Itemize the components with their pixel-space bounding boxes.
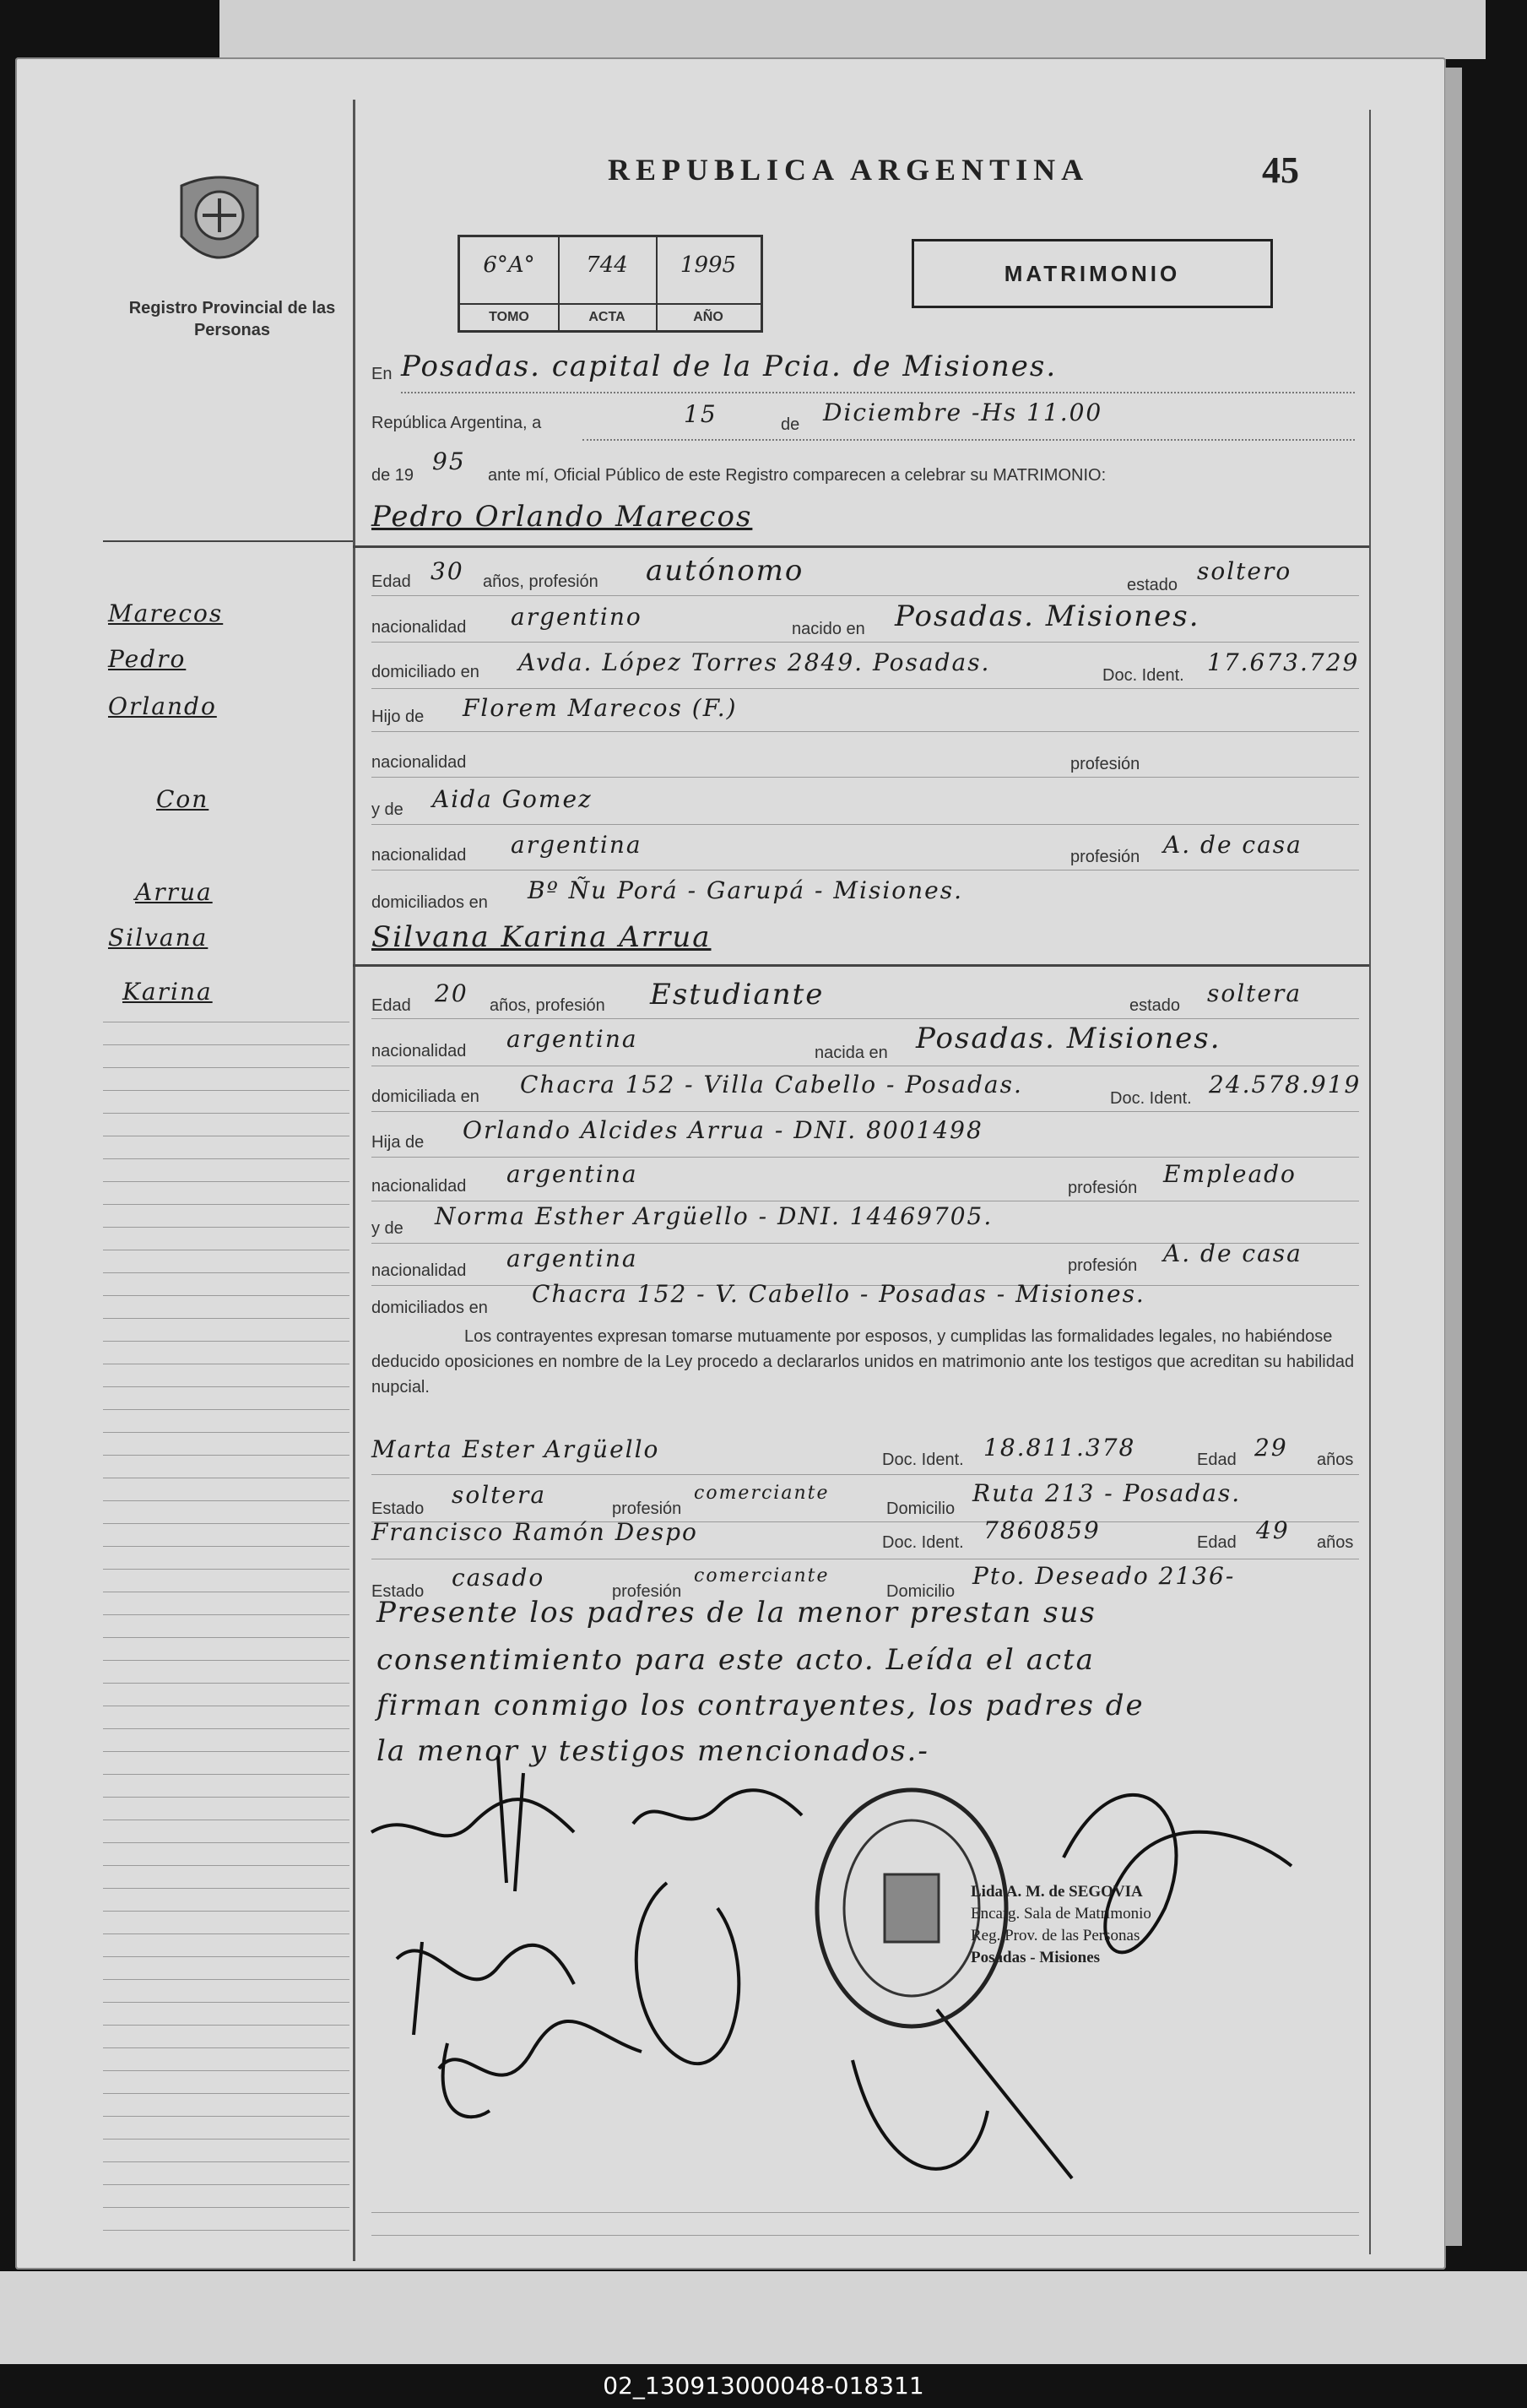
bride-mother-nat-label: nacionalidad [371, 1261, 467, 1280]
bride-doc: 24.578.919 [1209, 1071, 1362, 1098]
groom-estado-label: estado [1127, 576, 1178, 594]
republica-label: República Argentina, a [371, 414, 542, 432]
date-line [582, 439, 1355, 441]
witness1-address: Ruta 213 - Posadas. [972, 1479, 1242, 1507]
signatures-area [363, 1756, 1427, 2195]
record-type-box: MATRIMONIO [912, 239, 1273, 308]
margin-ruling-line [103, 2184, 349, 2185]
bride-status: soltera [1207, 979, 1302, 1007]
margin-name-7: Karina [122, 978, 213, 1006]
body-ruling-line [371, 2212, 1359, 2213]
bride-nationality: argentina [506, 1025, 638, 1053]
ano-value: 1995 [680, 252, 737, 278]
bride-father-nat: argentina [506, 1160, 638, 1188]
margin-ruling-line [103, 2070, 349, 2071]
margin-ruling-line [103, 1067, 349, 1068]
margin-ruling-line [103, 1614, 349, 1615]
bride-edad-label: Edad [371, 996, 411, 1015]
witness2-dom-label: Domicilio [886, 1582, 956, 1601]
groom-address: Avda. López Torres 2849. Posadas. [518, 648, 991, 676]
rule [371, 1157, 1359, 1158]
witness1-profession: comerciante [694, 1483, 830, 1504]
declaration-text: Los contrayentes expresan tomarse mutuamente por esposos, y cumplidas las formalidades legales, no habiéndose deducido oposiciones en nombre de la Ley procedo a declararlos unidos en matrimonio ante los testigos que acreditan su habilidad nupcial. [371, 1327, 1355, 1397]
bride-father-prof: Empleado [1163, 1160, 1297, 1188]
bride-nat-label: nacionalidad [371, 1042, 467, 1060]
officer-text: ante mí, Oficial Público de este Registro comparecen a celebrar su MATRIMONIO: [488, 466, 1107, 485]
acta-cell [558, 237, 658, 330]
tomo-label: TOMO [460, 303, 558, 330]
margin-ruling-line [103, 1318, 349, 1319]
margin-ruling-line [103, 2161, 349, 2162]
ano-label: AÑO [656, 303, 761, 330]
bride-father-nat-label: nacionalidad [371, 1177, 467, 1196]
groom-profession: autónomo [646, 554, 804, 588]
bride-yde-label: y de [371, 1219, 403, 1238]
bride-father-prof-label: profesión [1068, 1179, 1138, 1197]
witness1-dom-label: Domicilio [886, 1500, 956, 1518]
official-title: Encarg. Sala de Matrimonio [971, 1905, 1151, 1923]
closing-line-2: consentimiento para este acto. Leída el acta [376, 1643, 1095, 1677]
bride-estado-label: estado [1129, 996, 1181, 1015]
groom-dom-label: domiciliado en [371, 663, 479, 681]
acta-label: ACTA [558, 303, 656, 330]
rule [371, 731, 1359, 732]
country-title: REPUBLICA ARGENTINA [608, 153, 1090, 187]
margin-ruling-line [103, 1409, 349, 1410]
groom-anos-label: años, profesión [483, 572, 598, 591]
margin-ruling-line [103, 2047, 349, 2048]
margin-ruling-line [103, 1341, 349, 1342]
witness1-doc: 18.811.378 [983, 1434, 1136, 1462]
margin-ruling-line [103, 1797, 349, 1798]
margin-ruling-line [103, 1751, 349, 1752]
place-value: Posadas. capital de la Pcia. de Misiones. [401, 350, 1058, 383]
groom-mother-nat-label: nacionalidad [371, 846, 467, 865]
margin-name-5: Arrua [135, 878, 213, 906]
groom-mother-prof-label: profesión [1070, 848, 1140, 866]
margin-ruling-line [103, 1386, 349, 1387]
rule [371, 642, 1359, 643]
groom-father-prof-label: profesión [1070, 755, 1140, 773]
book-edge [1445, 68, 1462, 2246]
groom-mother-nat: argentina [511, 831, 642, 859]
record-number-box [458, 235, 763, 333]
groom-nat-label: nacionalidad [371, 618, 467, 637]
bride-hija-label: Hija de [371, 1133, 425, 1152]
margin-ruling-line [103, 1728, 349, 1729]
page-top-edge [219, 0, 1486, 59]
official-name: Lida A. M. de SEGOVIA [971, 1883, 1143, 1901]
margin-ruling-line [103, 1911, 349, 1912]
witness2-edad-label: Edad [1197, 1533, 1237, 1552]
bride-mother-prof: A. de casa [1163, 1239, 1302, 1267]
margin-ruling-line [103, 1090, 349, 1091]
groom-hijo-label: Hijo de [371, 708, 425, 726]
groom-yde-label: y de [371, 800, 403, 819]
groom-age: 30 [430, 557, 464, 585]
margin-ruling-line [103, 1979, 349, 1980]
margin-name-4: Con [156, 785, 209, 813]
witness2-address: Pto. Deseado 2136- [972, 1562, 1236, 1590]
bride-birthplace: Posadas. Misiones. [916, 1022, 1221, 1055]
official-registry: Reg. Prov. de las Personas [971, 1927, 1140, 1944]
margin-ruling-line [103, 1295, 349, 1296]
margin-ruling-line [103, 2002, 349, 2003]
margin-ruling-line [103, 1865, 349, 1866]
bride-name: Silvana Karina Arrua [371, 920, 712, 954]
groom-name: Pedro Orlando Marecos [371, 500, 753, 534]
official-stamp-text [971, 1881, 1151, 1969]
witness2-status: casado [452, 1564, 545, 1592]
groom-mother-prof: A. de casa [1163, 831, 1302, 859]
page-number: 45 [1262, 149, 1299, 191]
rule [371, 595, 1359, 596]
groom-parents-address: Bº Ñu Porá - Garupá - Misiones. [528, 876, 964, 904]
bride-anos-label: años, profesión [490, 996, 605, 1015]
province-seal-icon [173, 169, 266, 279]
margin-ruling-line [103, 1546, 349, 1547]
margin-name-3: Orlando [108, 692, 217, 720]
rule [371, 1018, 1359, 1019]
witness2-doc-label: Doc. Ident. [882, 1533, 964, 1552]
closing-line-3: firman conmigo los contrayentes, los padres de [376, 1689, 1145, 1722]
margin-ruling-line [103, 1523, 349, 1524]
margin-ruling-line [103, 1113, 349, 1114]
margin-top-divider [103, 540, 353, 542]
witness2-name: Francisco Ramón Despo [371, 1518, 698, 1546]
witness1-doc-label: Doc. Ident. [882, 1451, 964, 1469]
scan-bottom-area [0, 2271, 1527, 2364]
margin-ruling-line [103, 1637, 349, 1638]
bride-doc-label: Doc. Ident. [1110, 1089, 1192, 1108]
bride-address: Chacra 152 - Villa Cabello - Posadas. [520, 1071, 1023, 1098]
bride-father: Orlando Alcides Arrua - DNI. 8001498 [463, 1116, 983, 1144]
margin-name-6: Silvana [108, 924, 208, 952]
groom-status: soltero [1197, 557, 1292, 585]
bride-dom-label: domiciliada en [371, 1087, 479, 1106]
bride-age: 20 [435, 979, 468, 1007]
witness1-estado-label: Estado [371, 1500, 425, 1518]
groom-divider [353, 545, 1369, 548]
margin-ruling-line [103, 1181, 349, 1182]
groom-father-nat-label: nacionalidad [371, 753, 467, 772]
rule [371, 1474, 1359, 1475]
en-label: En [371, 365, 393, 383]
year-value: 95 [432, 447, 466, 475]
margin-name-1: Marecos [108, 599, 224, 627]
bride-divider [353, 964, 1369, 967]
witness2-estado-label: Estado [371, 1582, 425, 1601]
bride-parents-address: Chacra 152 - V. Cabello - Posadas - Misiones. [532, 1280, 1145, 1308]
margin-ruling-line [103, 1455, 349, 1456]
witness1-anos-label: años [1317, 1451, 1354, 1469]
de19-label: de 19 [371, 466, 414, 485]
margin-ruling-line [103, 2116, 349, 2117]
bride-mother: Norma Esther Argüello - DNI. 14469705. [435, 1202, 994, 1230]
tomo-value: 6°A° [483, 252, 535, 278]
margin-ruling-line [103, 2025, 349, 2026]
margin-ruling-line [103, 1272, 349, 1273]
witness2-prof-label: profesión [612, 1582, 682, 1601]
margin-ruling-line [103, 1888, 349, 1889]
rule [371, 688, 1359, 689]
margin-ruling-line [103, 2207, 349, 2208]
witness1-prof-label: profesión [612, 1500, 682, 1518]
groom-birthplace: Posadas. Misiones. [895, 599, 1200, 633]
groom-edad-label: Edad [371, 572, 411, 591]
margin-ruling-line [103, 1569, 349, 1570]
witness2-doc: 7860859 [983, 1516, 1101, 1544]
witness2-age: 49 [1256, 1516, 1290, 1544]
witness1-name: Marta Ester Argüello [371, 1435, 660, 1463]
margin-ruling-line [103, 1774, 349, 1775]
margin-ruling-line [103, 2093, 349, 2094]
month-value: Diciembre -Hs 11.00 [823, 399, 1103, 426]
margin-ruling-line [103, 1227, 349, 1228]
groom-father: Florem Marecos (F.) [463, 694, 738, 722]
registry-name: Registro Provincial de las Personas [128, 299, 336, 339]
margin-ruling-line [103, 1933, 349, 1934]
body-ruling-line [371, 2235, 1359, 2236]
rule [371, 1111, 1359, 1112]
groom-nationality: argentino [511, 603, 642, 631]
bride-nacida-label: nacida en [815, 1044, 888, 1062]
bride-mother-prof-label: profesión [1068, 1256, 1138, 1275]
footer-id: 02_130913000048-018311 [603, 2372, 924, 2400]
margin-ruling-line [103, 1158, 349, 1159]
witness1-status: soltera [452, 1481, 547, 1509]
bride-parents-dom-label: domiciliados en [371, 1299, 488, 1317]
margin-ruling-line [103, 1683, 349, 1684]
margin-ruling-line [103, 1660, 349, 1661]
margin-ruling-line [103, 1500, 349, 1501]
margin-name-2: Pedro [108, 645, 187, 673]
groom-nacido-label: nacido en [792, 620, 865, 638]
margin-ruling-line [103, 1044, 349, 1045]
margin-divider [353, 100, 355, 2261]
witness2-anos-label: años [1317, 1533, 1354, 1552]
witness1-age: 29 [1254, 1434, 1288, 1462]
official-place: Posadas - Misiones [971, 1949, 1101, 1966]
closing-line-4: la menor y testigos mencionados.- [376, 1734, 929, 1768]
rule [371, 777, 1359, 778]
bride-profession: Estudiante [650, 978, 825, 1011]
witness1-edad-label: Edad [1197, 1451, 1237, 1469]
closing-line-1: Presente los padres de la menor prestan sus [376, 1596, 1097, 1630]
margin-ruling-line [103, 1204, 349, 1205]
day-value: 15 [684, 400, 717, 428]
margin-ruling-line [103, 1842, 349, 1843]
de-label: de [781, 415, 800, 434]
witness2-profession: comerciante [694, 1565, 830, 1586]
margin-ruling-line [103, 1432, 349, 1433]
margin-ruling-line [103, 2139, 349, 2140]
groom-mother: Aida Gomez [432, 785, 593, 813]
groom-parents-dom-label: domiciliados en [371, 893, 488, 912]
tomo-cell [460, 237, 560, 330]
groom-doc-label: Doc. Ident. [1102, 666, 1184, 685]
acta-value: 744 [586, 252, 628, 278]
rule [371, 824, 1359, 825]
groom-doc: 17.673.729 [1207, 648, 1360, 676]
margin-ruling-line [103, 2230, 349, 2231]
place-line [401, 392, 1355, 393]
bride-mother-nat: argentina [506, 1245, 638, 1272]
margin-ruling-line [103, 1956, 349, 1957]
ano-cell [656, 237, 761, 330]
